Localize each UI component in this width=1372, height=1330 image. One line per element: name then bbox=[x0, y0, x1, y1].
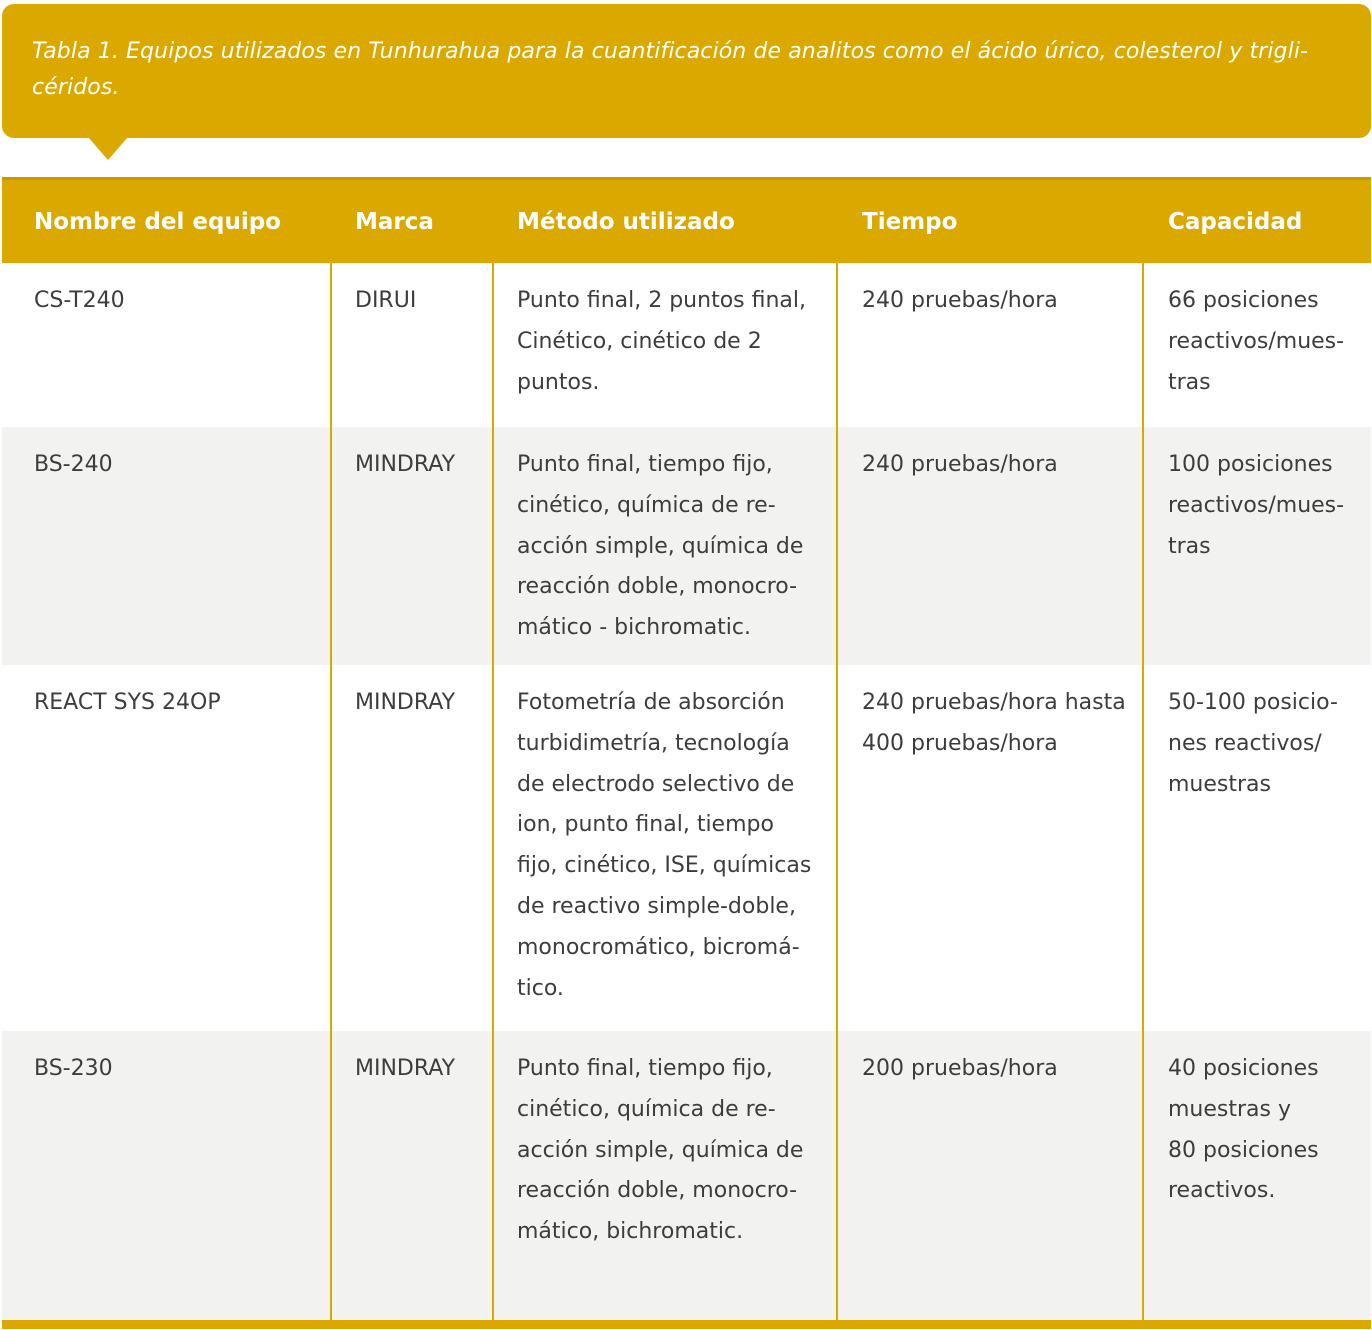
cell-marca: DIRUI bbox=[355, 288, 417, 313]
cell-nombre: BS-230 bbox=[34, 1056, 113, 1081]
cell-nombre: REACT SYS 24OP bbox=[34, 690, 221, 715]
cell-capacidad: 100 posiciones reactivos/mues- tras bbox=[1168, 452, 1345, 559]
cell-metodo: Fotometría de absorción turbidimetría, tecnología de electrodo selectivo de ion, punto final, tiempo fijo, cinético, ISE, químicas de reactivo simple-doble, monocromático, bicromá- tico. bbox=[517, 690, 812, 1001]
cell-tiempo: 240 pruebas/hora bbox=[862, 288, 1058, 313]
header-capacidad: Capacidad bbox=[1168, 209, 1303, 235]
cell-metodo: Punto final, tiempo fijo, cinético, química de re- acción simple, química de reacción doble, monocro- mático, bichromatic. bbox=[517, 1056, 804, 1245]
cell-marca: MINDRAY bbox=[355, 1056, 456, 1081]
table-caption: Tabla 1. Equipos utilizados en Tunhurahua para la cuantificación de analitos como el ácido úrico, colesterol y trigli- céridos. bbox=[32, 39, 1309, 100]
cell-nombre: CS-T240 bbox=[34, 288, 125, 313]
table-row bbox=[2, 1031, 1371, 1320]
cell-tiempo: 240 pruebas/hora bbox=[862, 452, 1058, 477]
table-bottom-rule bbox=[2, 1320, 1371, 1329]
table-row bbox=[2, 263, 1371, 427]
column-divider bbox=[492, 263, 494, 1321]
column-divider bbox=[836, 263, 838, 1321]
cell-capacidad: 66 posiciones reactivos/mues- tras bbox=[1168, 288, 1345, 395]
cell-capacidad: 50-100 posicio- nes reactivos/ muestras bbox=[1168, 690, 1338, 797]
column-divider bbox=[330, 263, 332, 1321]
column-divider bbox=[1142, 263, 1144, 1321]
cell-marca: MINDRAY bbox=[355, 690, 456, 715]
table-row bbox=[2, 665, 1371, 1031]
cell-marca: MINDRAY bbox=[355, 452, 456, 477]
cell-tiempo: 200 pruebas/hora bbox=[862, 1056, 1058, 1081]
cell-capacidad: 40 posiciones muestras y 80 posiciones reactivos. bbox=[1168, 1056, 1319, 1204]
table-header-row bbox=[2, 177, 1371, 263]
header-marca: Marca bbox=[355, 209, 434, 235]
table-row bbox=[2, 427, 1371, 665]
caption-pointer bbox=[88, 137, 128, 160]
header-tiempo: Tiempo bbox=[862, 209, 958, 235]
table-caption-box bbox=[2, 4, 1371, 138]
cell-tiempo: 240 pruebas/hora hasta 400 pruebas/hora bbox=[862, 690, 1126, 756]
cell-metodo: Punto final, tiempo fijo, cinético, química de re- acción simple, química de reacción doble, monocro- mático - bichromatic. bbox=[517, 452, 804, 641]
equipment-table bbox=[2, 177, 1371, 1320]
header-metodo: Método utilizado bbox=[517, 209, 735, 235]
cell-nombre: BS-240 bbox=[34, 452, 113, 477]
cell-metodo: Punto final, 2 puntos final, Cinético, cinético de 2 puntos. bbox=[517, 288, 806, 395]
header-nombre: Nombre del equipo bbox=[34, 209, 281, 235]
